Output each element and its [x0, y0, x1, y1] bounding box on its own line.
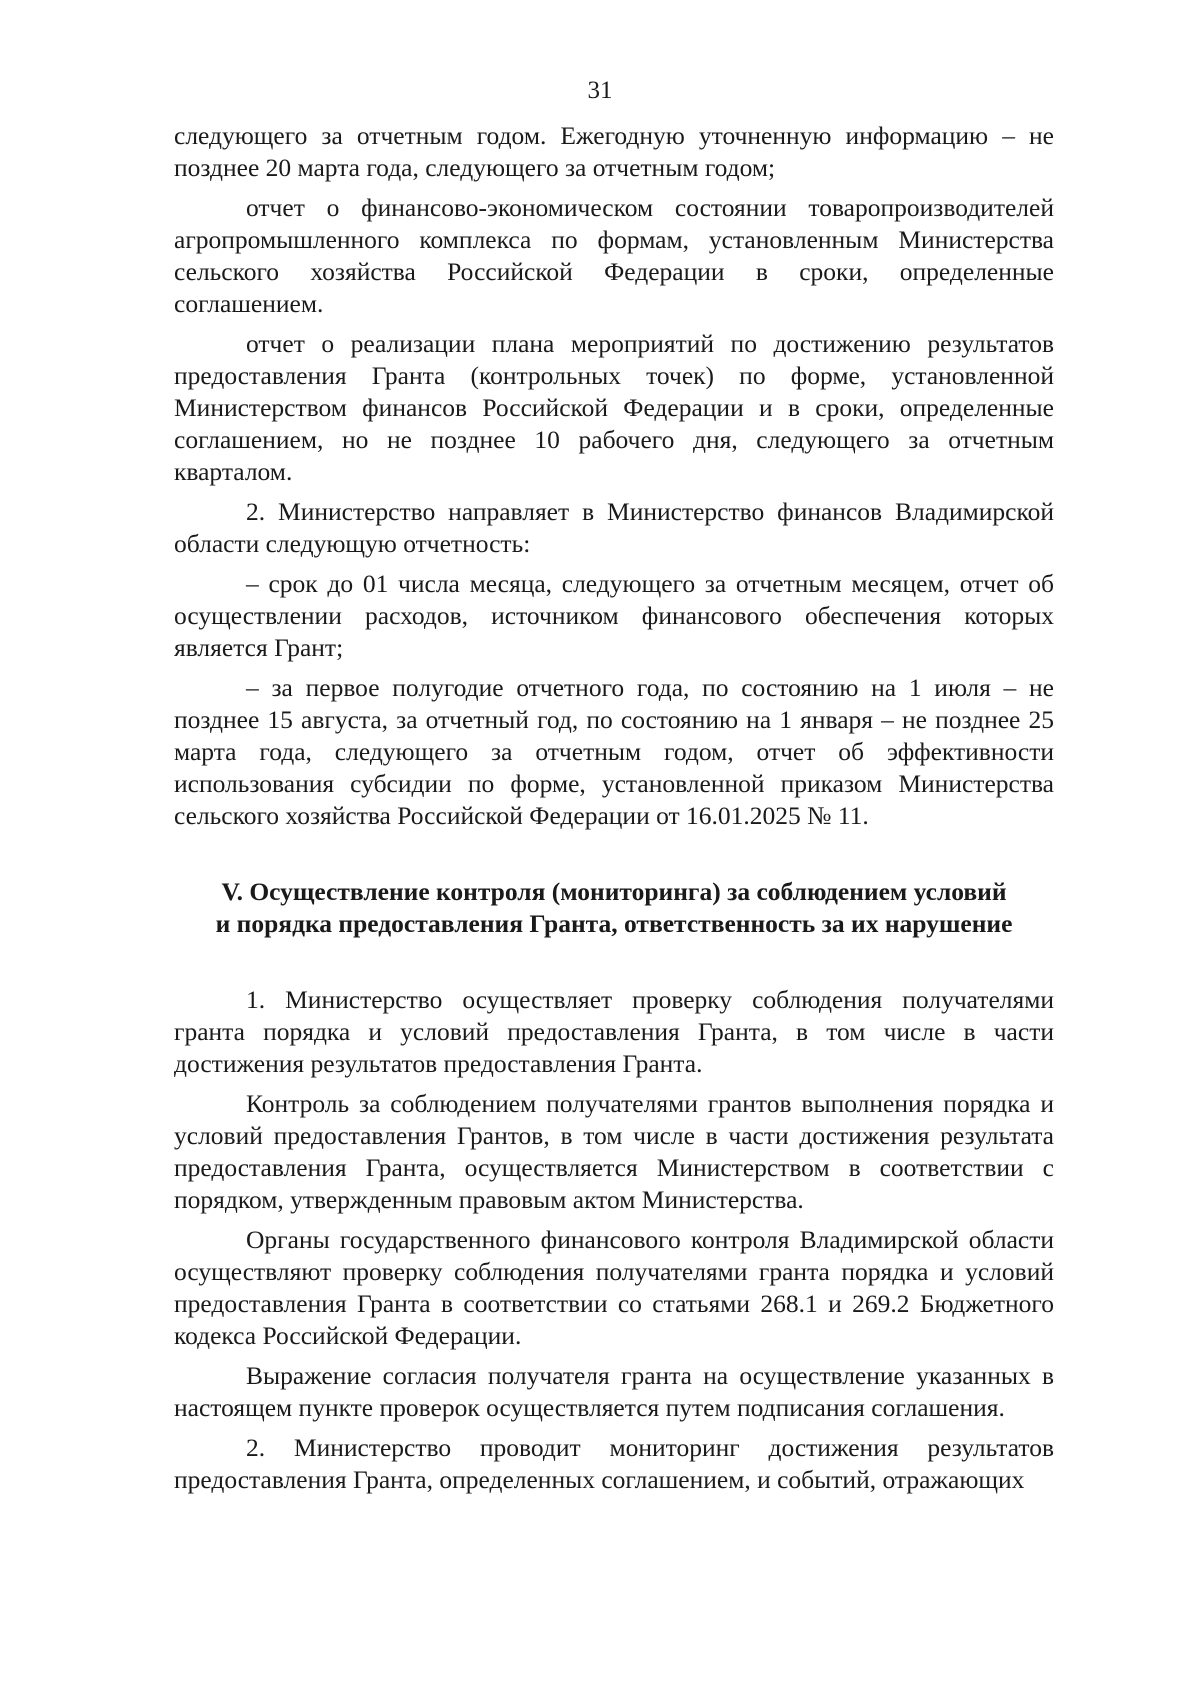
list-item-monthly-report: – срок до 01 числа месяца, следующего за отчетным месяцем, отчет об осуществлении расходов, источником финансового обеспечения которых является Грант; — [174, 569, 1054, 662]
paragraph-ministry-checks: 1. Министерство осуществляет проверку соблюдения получателями гранта порядка и условий предоставления Гранта, в том числе в части достижения результатов предоставления Гранта. — [174, 985, 1054, 1078]
paragraph-ministry-reporting: 2. Министерство направляет в Министерство финансов Владимирской области следующую отчетность: — [174, 497, 1054, 558]
list-item-efficiency-report: – за первое полугодие отчетного года, по состоянию на 1 июля – не позднее 15 августа, за отчетный год, по состоянию на 1 января – не позднее 25 марта года, следующего за отчетным годом, отчет об эффективности использования субсидии по форме, установленной приказом Министерства сельского хозяйства Российской Федерации от 16.01.2025 № 11. — [174, 673, 1054, 830]
paragraph-financial-report: отчет о финансово-экономическом состоянии товаропроизводителей агропромышленного комплекса по формам, установленным Министерства сельского хозяйства Российской Федерации в сроки, определенные соглашением. — [174, 193, 1054, 318]
paragraph-state-control-bodies: Органы государственного финансового контроля Владимирской области осуществляют проверку соблюдения получателями гранта порядка и условий предоставления Гранта в соответствии со статьями 268.1 и 269.2 Бюджетного кодекса Российской Федерации. — [174, 1225, 1054, 1350]
section-heading — [174, 876, 1054, 940]
paragraph-continuation: следующего за отчетным годом. Ежегодную уточненную информацию – не позднее 20 марта года, следующего за отчетным годом; — [174, 121, 1054, 182]
document-body — [174, 120, 1054, 1504]
page-number: 31 — [587, 77, 613, 104]
paragraph-plan-report: отчет о реализации плана мероприятий по достижению результатов предоставления Гранта (контрольных точек) по форме, установленной Министерством финансов Российской Федерации и в сроки, определенные соглашением, но не позднее 10 рабочего дня, следующего за отчетным кварталом. — [174, 329, 1054, 486]
paragraph-consent: Выражение согласия получателя гранта на осуществление указанных в настоящем пункте проверок осуществляется путем подписания соглашения. — [174, 1361, 1054, 1422]
paragraph-control: Контроль за соблюдением получателями грантов выполнения порядка и условий предоставления Грантов, в том числе в части достижения результата предоставления Гранта, осуществляется Министерством в соответствии с порядком, утвержденным правовым актом Министерства. — [174, 1089, 1054, 1214]
section-heading-line-2: и порядка предоставления Гранта, ответственность за их нарушение — [215, 909, 1013, 938]
paragraph-monitoring: 2. Министерство проводит мониторинг достижения результатов предоставления Гранта, определенных соглашением, и событий, отражающих — [174, 1433, 1054, 1494]
section-heading-line-1: V. Осуществление контроля (мониторинга) за соблюдением условий — [221, 877, 1007, 906]
